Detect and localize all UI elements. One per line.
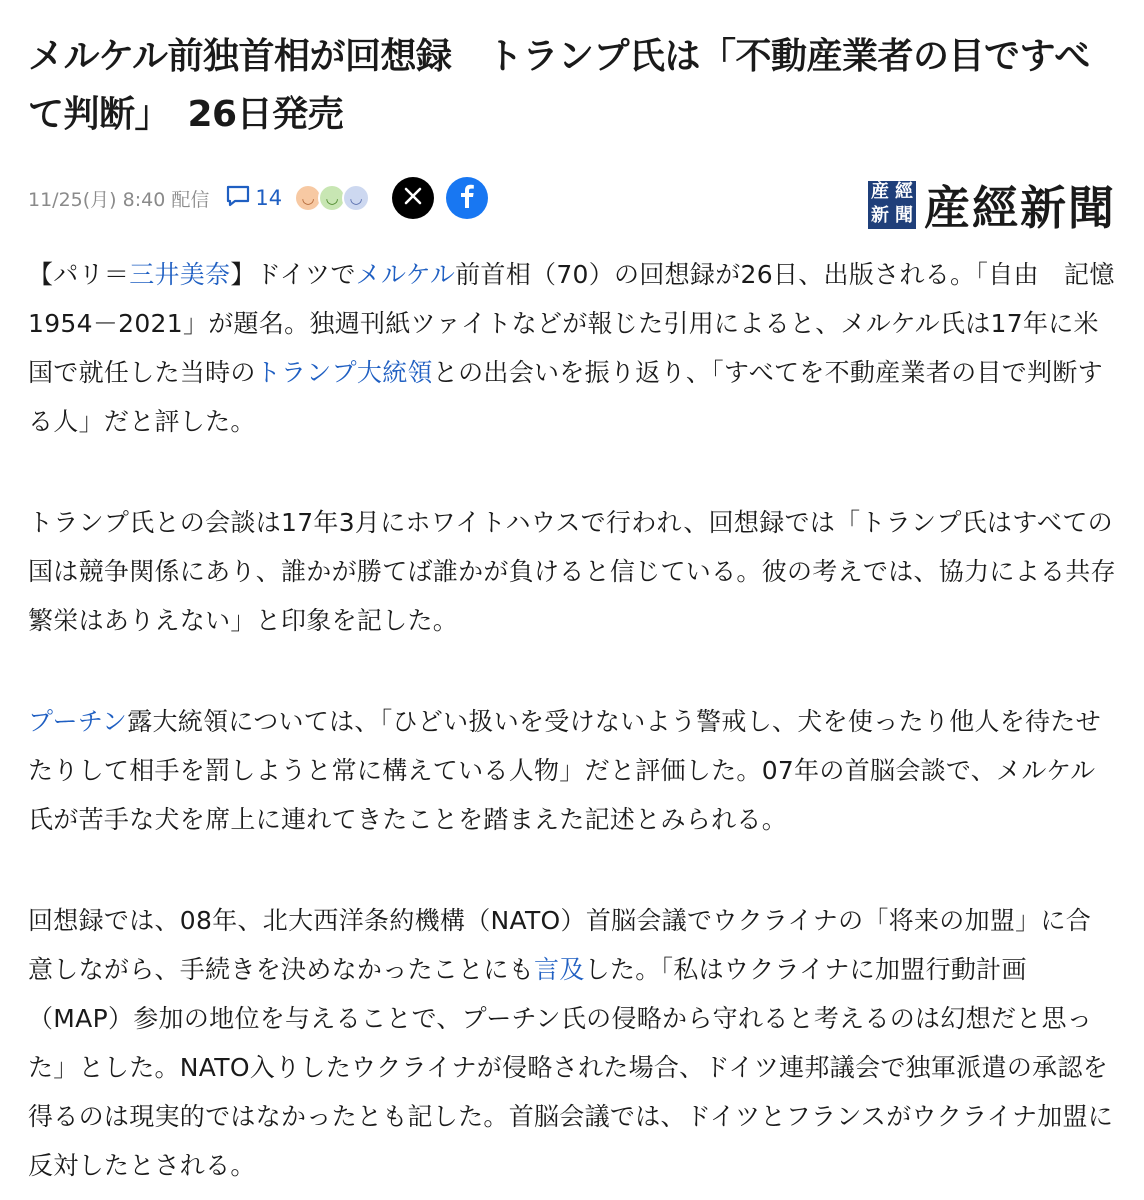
share-x-button[interactable]	[392, 177, 434, 219]
comment-icon	[225, 184, 255, 213]
share-facebook-button[interactable]	[446, 177, 488, 219]
publish-date: 11/25(月) 8:40 配信	[28, 188, 210, 211]
paragraph-3: プーチン露大統領については、「ひどい扱いを受けないよう警戒し、犬を使ったり他人を待たせたりして相手を罰しようと常に構えている人物」だと評価した。07年の首脳会談で、メルケル氏が苦手な犬を席上に連れてきたことを踏まえた記述とみられる。	[28, 707, 1101, 834]
paragraph-1: 【パリ＝三井美奈】ドイツでメルケル前首相（70）の回想録が26日、出版される。「自由 記憶1954－2021」が題名。独週刊紙ツァイトなどが報じた引用によると、メルケル氏は17年に米国で就任した当時のトランプ大統領との出会いを振り返り、「すべてを不動産業者の目で判断する人」だと評した。	[28, 260, 1115, 436]
putin-link[interactable]: プーチン	[28, 707, 128, 736]
publisher-name: 産經新聞	[924, 181, 1116, 235]
publisher-seal: 産 經 新 聞	[868, 181, 916, 229]
mention-link[interactable]: 言及	[534, 955, 585, 984]
author-link[interactable]: 三井美奈	[129, 260, 231, 289]
merkel-link[interactable]: メルケル	[355, 260, 456, 289]
trump-link[interactable]: トランプ大統領	[255, 358, 433, 387]
neutral-face-icon: ◡	[318, 184, 346, 212]
article-meta	[28, 168, 1116, 235]
article-headline: メルケル前独首相が回想録 トランプ氏は「不動産業者の目ですべて判断」 26日発売	[28, 36, 1090, 135]
publisher-logo[interactable]	[868, 172, 1116, 238]
smile-face-icon: ◡	[294, 184, 322, 212]
share-buttons	[392, 177, 500, 219]
paragraph-2: トランプ氏との会談は17年3月にホワイトハウスで行われ、回想録では「トランプ氏はすべての国は競争関係にあり、誰かが勝てば誰かが負けると信じている。彼の考えでは、協力による共存繁栄はありえない」と印象を記した。	[28, 508, 1116, 635]
paragraph-4: 回想録では、08年、北大西洋条約機構（NATO）首脳会議でウクライナの「将来の加盟」に合意しながら、手続きを決めなかったことにも言及した。「私はウクライナに加盟行動計画（MAP）参加の地位を与えることで、プーチン氏の侵略から守れると考えるのは幻想だと思った」とした。NATO入りしたウクライナが侵略された場合、ドイツ連邦議会で独軍派遣の承認を得るのは現実的ではなかったとも記した。首脳会議では、ドイツとフランスがウクライナ加盟に反対したとされる。	[28, 906, 1114, 1180]
sad-face-icon: ◡	[342, 184, 370, 212]
reactions[interactable]	[294, 184, 370, 212]
x-logo-icon	[403, 186, 423, 210]
facebook-logo-icon	[456, 183, 478, 213]
article-body	[28, 250, 1116, 1190]
comment-count: 14	[255, 186, 283, 210]
comments-button[interactable]	[225, 184, 282, 213]
